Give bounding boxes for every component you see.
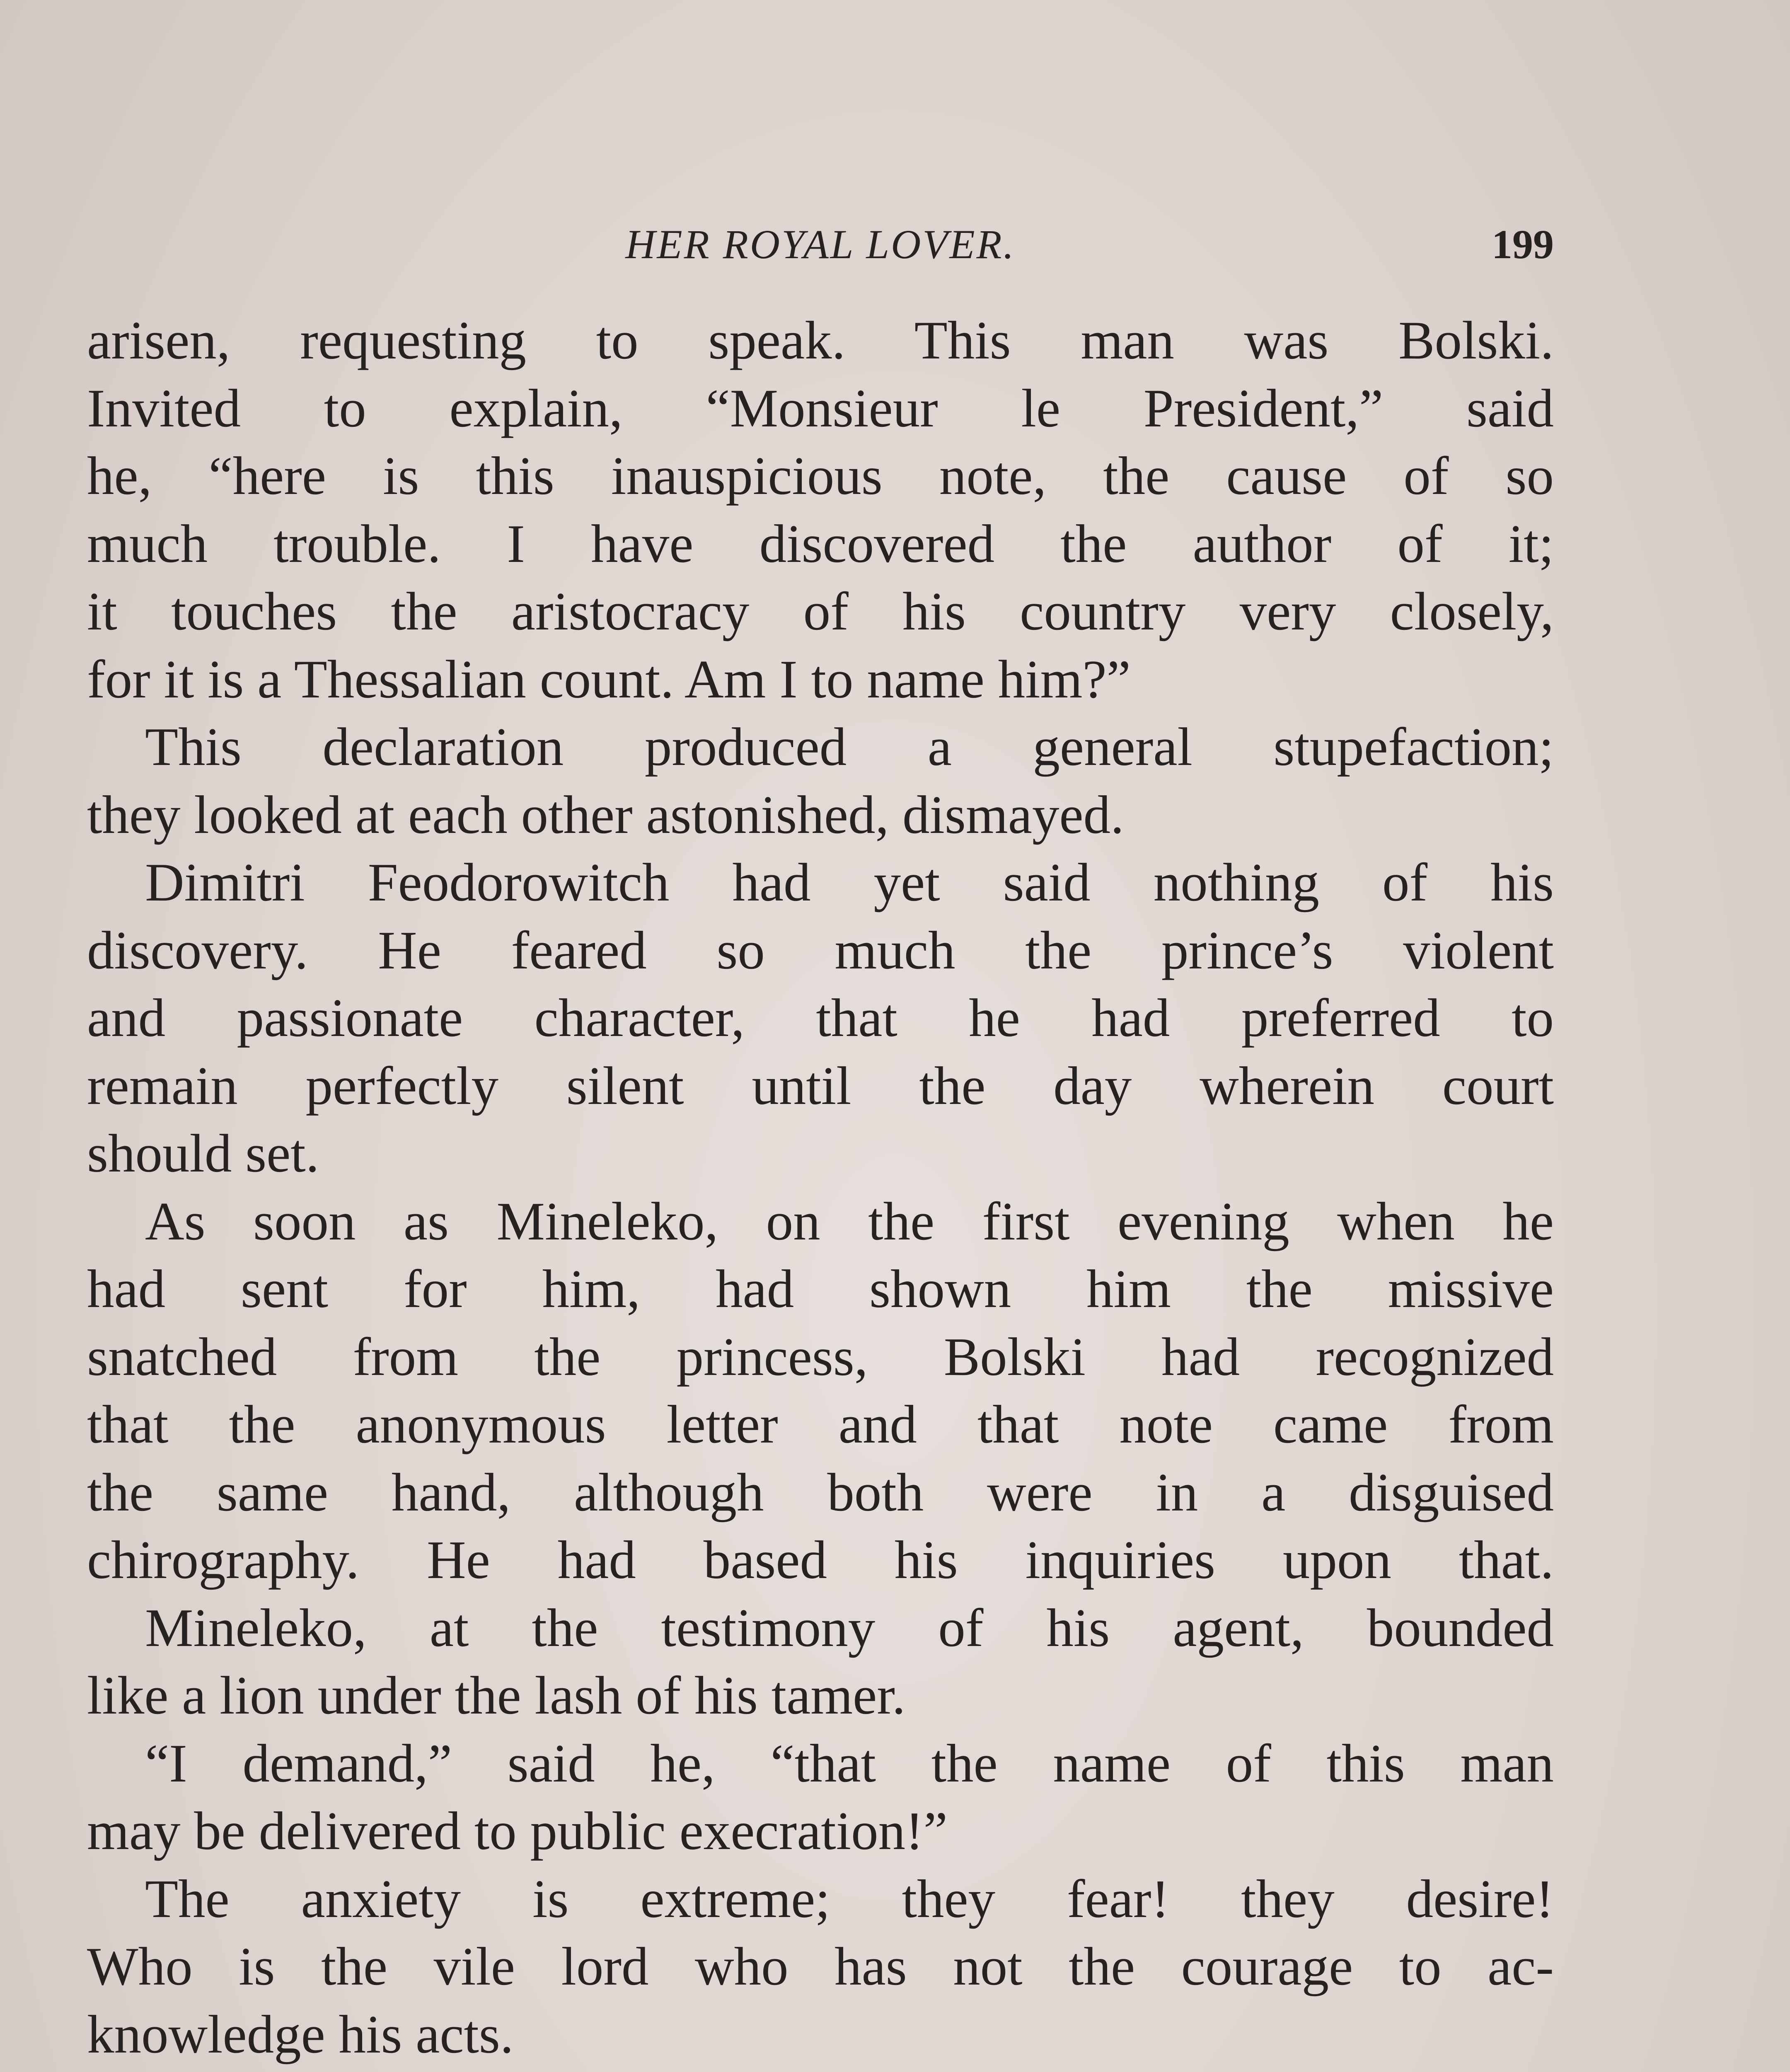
- running-title: HER ROYAL LOVER.: [625, 221, 1016, 267]
- text-line: snatched from the princess, Bolski had recognized: [87, 1326, 1554, 1387]
- text-line: Mineleko, at the testimony of his agent, bounded: [145, 1598, 1554, 1658]
- text-line: may be delivered to public execration!”: [87, 1801, 948, 1861]
- page-number: 199: [1492, 221, 1554, 267]
- text-line: he, “here is this inauspicious note, the cause of so: [87, 446, 1554, 506]
- text-line: discovery. He feared so much the prince’s violent: [87, 920, 1554, 980]
- text-line: Dimitri Feodorowitch had yet said nothing of his: [145, 852, 1554, 913]
- running-head: [87, 215, 1554, 274]
- text-line: This declaration produced a general stupefaction;: [145, 717, 1554, 777]
- text-line: As soon as Mineleko, on the first evening when he: [145, 1191, 1554, 1251]
- text-line: Who is the vile lord who has not the courage to ac-: [87, 1936, 1554, 1997]
- text-line: knowledge his acts.: [87, 2004, 514, 2065]
- text-line: that the anonymous letter and that note came from: [87, 1394, 1554, 1455]
- text-line: they looked at each other astonished, dismayed.: [87, 784, 1124, 845]
- text-line: chirography. He had based his inquiries upon that.: [87, 1530, 1554, 1590]
- text-line: and passionate character, that he had preferred to: [87, 988, 1554, 1048]
- text-line: remain perfectly silent until the day wherein court: [87, 1055, 1554, 1116]
- text-line: had sent for him, had shown him the missive: [87, 1259, 1554, 1319]
- text-line: [87, 2068, 1554, 2072]
- text-line: for it is a Thessalian count. Am I to name him?”: [87, 649, 1131, 709]
- text-line: it touches the aristocracy of his country very closely,: [87, 581, 1554, 641]
- text-line: “I demand,” said he, “that the name of this man: [145, 1733, 1554, 1794]
- text-line: the same hand, although both were in a disguised: [87, 1462, 1554, 1523]
- text-line: much trouble. I have discovered the author of it;: [87, 513, 1554, 574]
- text-line: The anxiety is extreme; they fear! they desire!: [145, 1869, 1554, 1929]
- text-line: like a lion under the lash of his tamer.: [87, 1665, 906, 1726]
- text-line: arisen, requesting to speak. This man was Bolski.: [87, 310, 1554, 370]
- body-text: [87, 307, 1554, 2072]
- text-line: Invited to explain, “Monsieur le President,” said: [87, 378, 1554, 438]
- text-line: should set.: [87, 1123, 319, 1184]
